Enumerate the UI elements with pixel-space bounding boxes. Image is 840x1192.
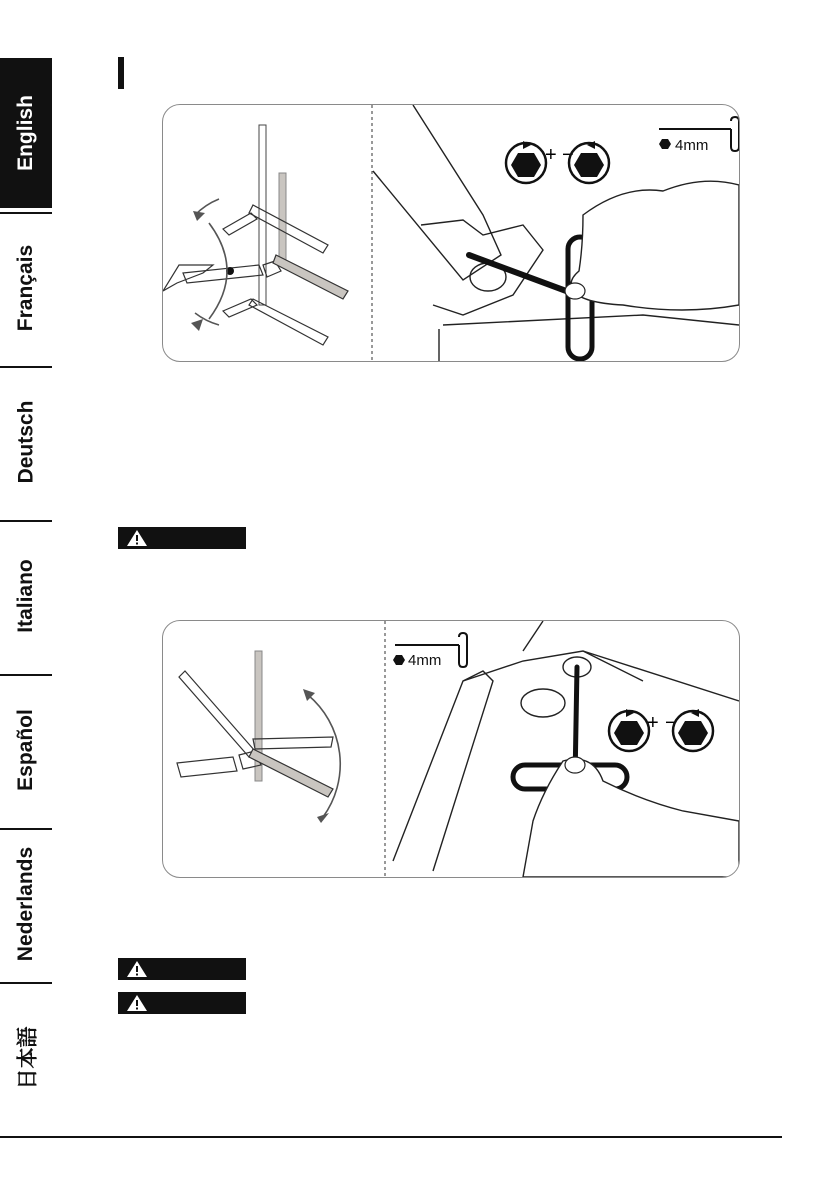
tab-label: Español [14,709,37,791]
tab-nederlands[interactable] [0,828,52,978]
tab-espanol[interactable] [0,674,52,824]
warning-badge [118,958,246,980]
arm-rotation-diagram [163,125,348,345]
figure-2-panel [162,620,740,878]
tighten-sign: + [545,144,557,166]
loosen-sign: − [562,144,574,166]
tab-english[interactable] [0,58,52,208]
loosen-icon [673,709,713,751]
tighten-icon [506,141,546,183]
warning-triangle-icon [126,994,148,1012]
tab-label: Français [14,244,38,332]
warning-triangle-icon [126,529,148,547]
loosen-icon [569,141,609,183]
tighten-icon [609,709,649,751]
figure-1-panel [162,104,740,362]
tab-label: Nederlands [14,846,37,962]
section-marker [118,57,124,89]
tab-label: English [14,95,37,171]
figure-1-illustration [163,105,739,361]
loosen-sign: − [665,712,677,734]
warning-badge [118,992,246,1014]
arm-tilt-diagram [177,651,340,823]
tool-size-label: 4mm [408,652,442,669]
tighten-sign: + [647,712,659,734]
tab-italiano[interactable] [0,520,52,670]
warning-triangle-icon [126,960,148,978]
figure-2-illustration [163,621,739,877]
warning-badge [118,527,246,549]
tool-size-label: 4mm [675,137,709,154]
tab-label: 日本語 [16,1026,39,1090]
tab-label: Deutsch [14,400,38,484]
tab-japanese[interactable] [0,982,52,1132]
tab-deutsch[interactable] [0,366,52,516]
footer-rule [0,1136,782,1138]
tab-francais[interactable] [0,212,52,362]
tab-label: Italiano [14,559,38,633]
